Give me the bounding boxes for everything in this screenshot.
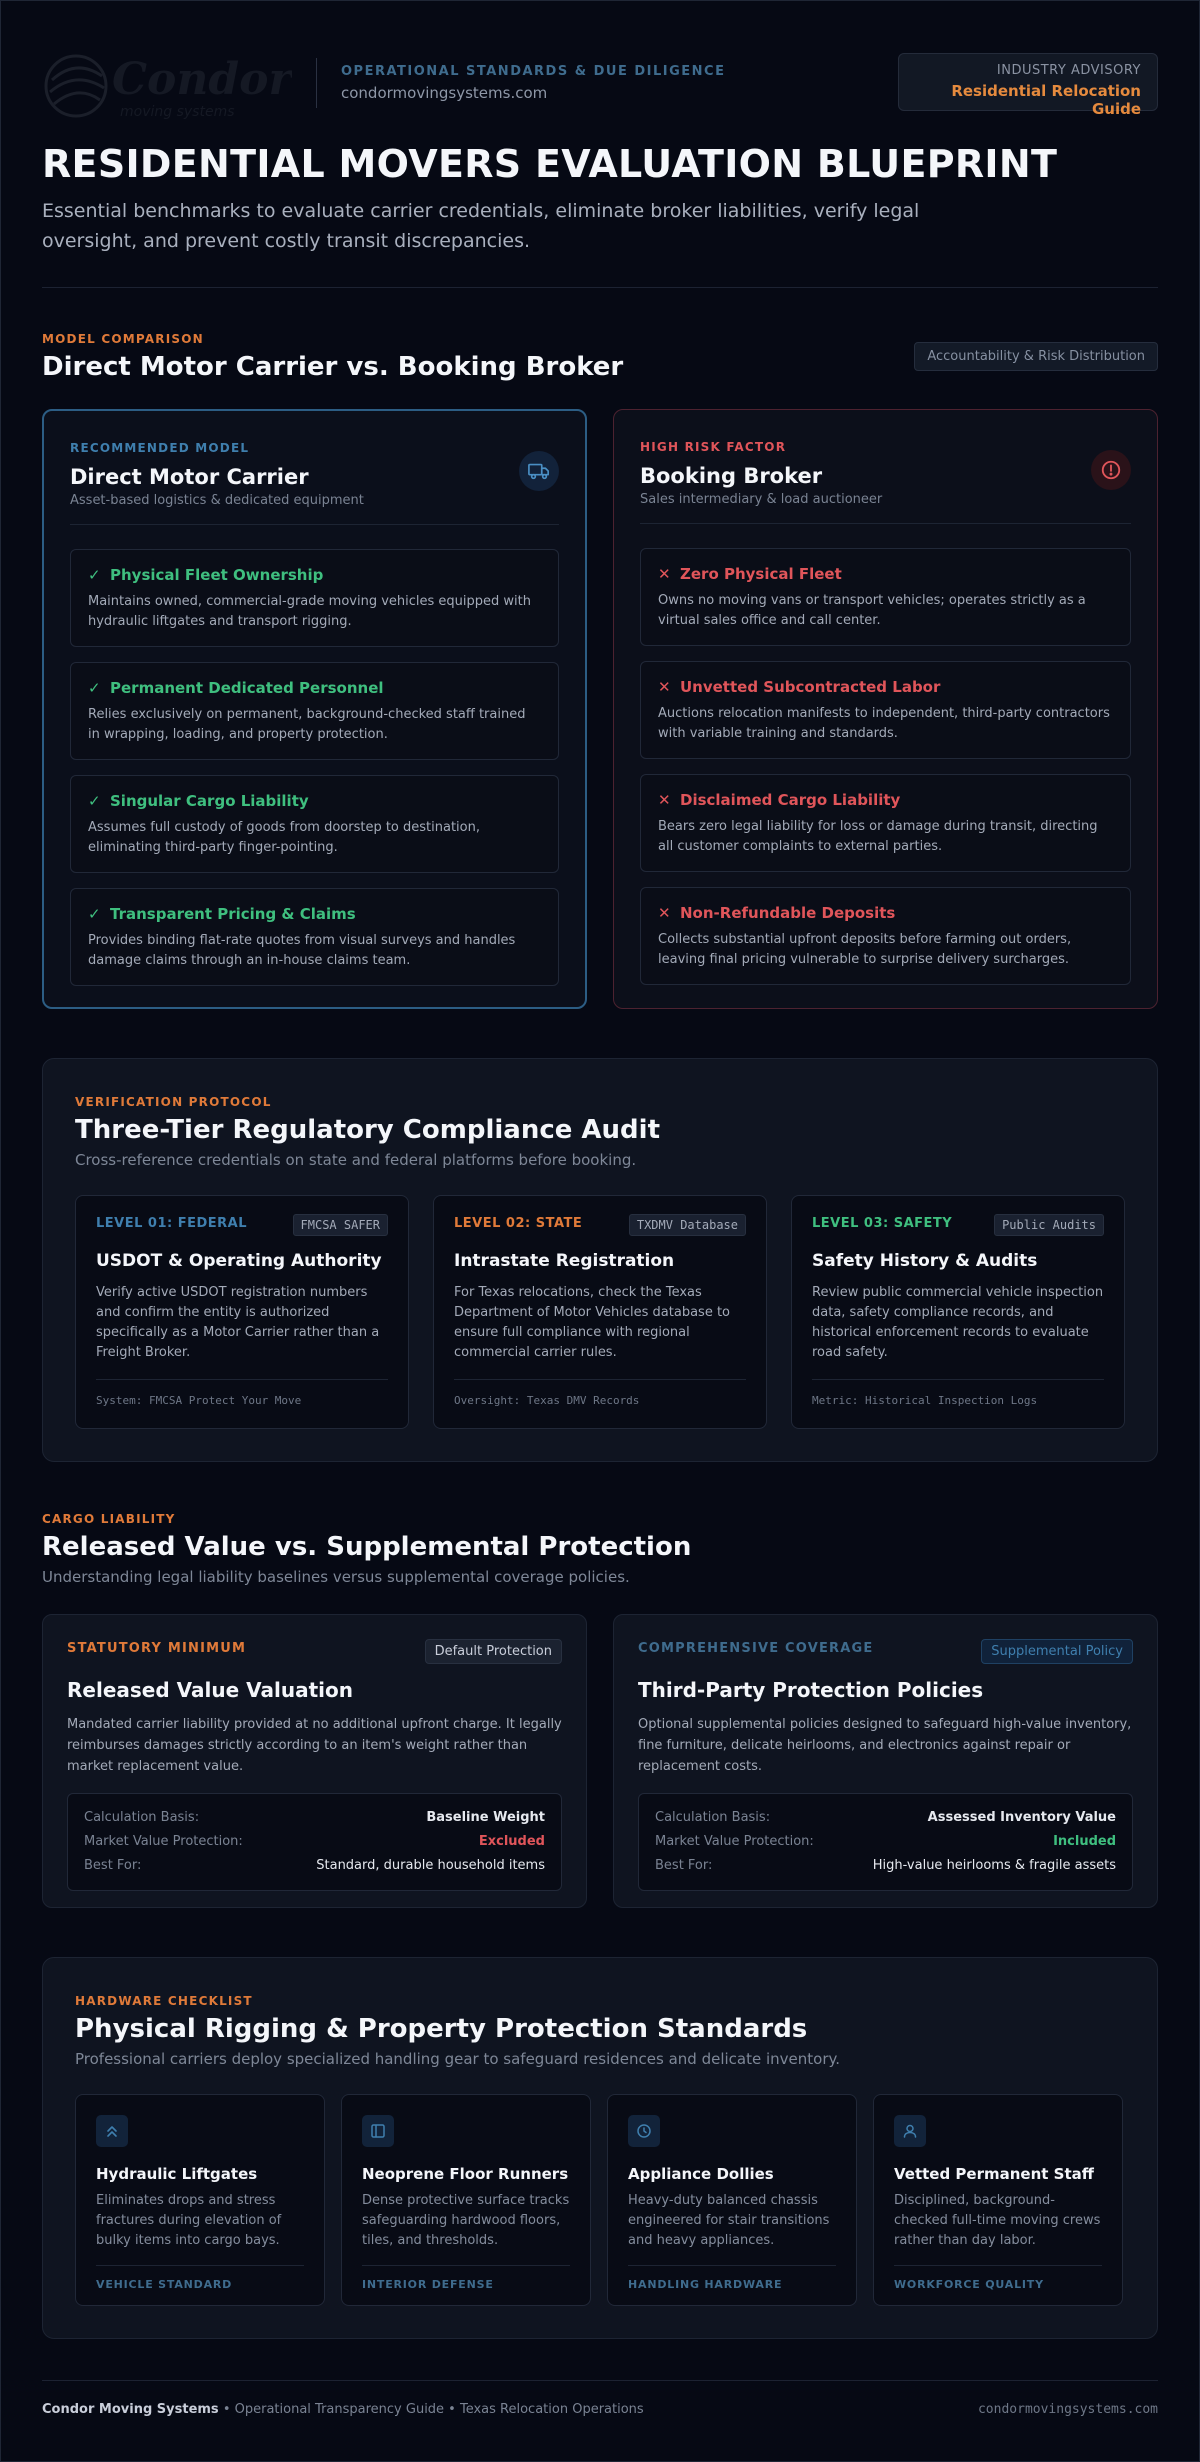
hardware-desc: Dense protective surface tracks safeguarding hardwood floors, tiles, and thresholds. [362,2193,570,2248]
carrier-item [70,775,559,873]
hardware-footer: INTERIOR DEFENSE [362,2278,494,2291]
broker-caption: Sales intermediary & load auctioneer [640,492,883,507]
page-lead: Essential benchmarks to evaluate carrier credentials, eliminate broker liabilities, verify legal oversight, and prevent costly transit discrepancies. [42,200,920,252]
hardware-card [341,2094,591,2306]
x-icon: ✕ [658,678,671,696]
hardware-card [607,2094,857,2306]
advisory-box [898,53,1158,118]
tier-title: Safety History & Audits [812,1251,1038,1271]
broker-item [640,774,1131,872]
footer-brand: Condor Moving Systems [42,2402,219,2417]
broker-title: Booking Broker [640,464,823,488]
hardware-title: Hydraulic Liftgates [96,2165,258,2183]
broker-item-desc: Auctions relocation manifests to independent, third-party contractors with variable training and standards. [658,706,1110,741]
broker-item-title: Disclaimed Cargo Liability [680,791,901,809]
broker-card [613,409,1158,1009]
tier-card-federal [75,1195,409,1429]
carrier-caption: Asset-based logistics & dedicated equipment [70,493,364,508]
hardware-separator [96,2265,304,2266]
released-badge: Default Protection [425,1639,562,1664]
carrier-item-title: Transparent Pricing & Claims [110,905,356,923]
row-key: Calculation Basis: [84,1810,200,1825]
floor-runner-icon [362,2115,394,2147]
footer-domain[interactable]: condormovingsystems.com [977,2402,1158,2417]
broker-item [640,887,1131,985]
released-value-card [42,1614,587,1908]
tier-level: LEVEL 01: FEDERAL [96,1216,248,1231]
row-key: Market Value Protection: [84,1834,243,1849]
comparison-header [42,332,1158,382]
hardware-card [75,2094,325,2306]
header [42,50,1158,120]
carrier-item [70,549,559,647]
table-row [655,1806,1116,1830]
tier-source: Public Audits [994,1214,1104,1236]
carrier-item-desc: Assumes full custody of goods from doorstep to destination, eliminating third-party finger-pointing. [88,820,480,855]
hardware-subtitle: Professional carriers deploy specialized handling gear to safeguard residences and delicate inventory. [75,2050,840,2068]
table-row [655,1830,1116,1854]
hardware-panel [42,1957,1158,2339]
carrier-item-desc: Maintains owned, commercial-grade moving vehicles equipped with hydraulic liftgates and transport rigging. [88,594,531,629]
carrier-item-desc: Provides binding flat-rate quotes from visual surveys and handles damage claims through an in-house claims team. [88,933,516,968]
tier-desc: Verify active USDOT registration numbers and confirm the entity is authorized specifically as a Motor Carrier rather than a Freight Broker. [96,1285,380,1360]
table-row [84,1830,545,1854]
supplemental-card [613,1614,1158,1908]
broker-separator [640,523,1131,524]
header-domain[interactable]: condormovingsystems.com [341,84,548,102]
advisory-label: INDUSTRY ADVISORY [996,63,1141,78]
hardware-footer: VEHICLE STANDARD [96,2278,233,2291]
carrier-item [70,662,559,760]
tier-card-safety [791,1195,1125,1429]
audit-subtitle: Cross-reference credentials on state and federal platforms before booking. [75,1151,637,1169]
row-value: Baseline Weight [426,1810,545,1825]
hardware-title: Vetted Permanent Staff [894,2165,1094,2183]
tier-separator [96,1379,388,1380]
comparison-chip: Accountability & Risk Distribution [914,342,1158,371]
header-divider [316,58,317,108]
row-value: High-value heirlooms & fragile assets [872,1858,1116,1873]
hardware-desc: Disciplined, background-checked full-time moving crews rather than day labor. [894,2193,1101,2248]
tier-level: LEVEL 02: STATE [454,1216,583,1231]
broker-tag: HIGH RISK FACTOR [640,440,787,454]
audit-header [75,1095,660,1169]
truck-icon [519,451,559,491]
liability-eyebrow: CARGO LIABILITY [42,1512,176,1526]
row-value: Assessed Inventory Value [927,1810,1116,1825]
audit-panel [42,1058,1158,1462]
hardware-card [873,2094,1123,2306]
carrier-card [42,409,587,1009]
hardware-separator [894,2265,1102,2266]
tier-desc: For Texas relocations, check the Texas Department of Motor Vehicles database to ensure full compliance with regional commercial carrier rules. [454,1285,731,1360]
liability-title: Released Value vs. Supplemental Protection [42,1532,692,1562]
released-table [67,1793,562,1891]
tier-title: Intrastate Registration [454,1251,675,1271]
released-title: Released Value Valuation [67,1678,353,1702]
footer-text: • Operational Transparency Guide • Texas Relocation Operations [222,2402,644,2417]
carrier-item-title: Singular Cargo Liability [110,792,309,810]
hardware-footer: WORKFORCE QUALITY [894,2278,1044,2291]
check-icon: ✓ [88,679,101,697]
hardware-title: Physical Rigging & Property Protection Standards [75,2014,808,2044]
row-value: Standard, durable household items [316,1858,545,1873]
footer-divider [42,2380,1158,2381]
supplemental-table [638,1793,1133,1891]
footer [42,2402,1158,2417]
alert-icon [1091,450,1131,490]
row-value: Included [1053,1834,1116,1849]
liability-header [42,1512,691,1586]
carrier-item-title: Physical Fleet Ownership [110,566,324,584]
hardware-header [75,1994,840,2068]
broker-item-title: Unvetted Subcontracted Labor [680,678,941,696]
hardware-eyebrow: HARDWARE CHECKLIST [75,1994,253,2008]
audit-title: Three-Tier Regulatory Compliance Audit [75,1115,661,1145]
tier-source: TXDMV Database [629,1214,746,1236]
hardware-desc: Eliminates drops and stress fractures during elevation of bulky items into cargo bays. [96,2193,282,2248]
supplemental-title: Third-Party Protection Policies [638,1678,984,1702]
tier-title: USDOT & Operating Authority [96,1251,382,1271]
page-title: RESIDENTIAL MOVERS EVALUATION BLUEPRINT [42,142,1058,186]
broker-item-desc: Bears zero legal liability for loss or damage during transit, directing all customer complaints to external parties. [658,819,1098,854]
carrier-item [70,888,559,986]
x-icon: ✕ [658,791,671,809]
supplemental-badge: Supplemental Policy [981,1639,1133,1664]
row-key: Market Value Protection: [655,1834,814,1849]
condor-logo[interactable] [42,50,292,122]
broker-item-desc: Owns no moving vans or transport vehicles; operates strictly as a virtual sales office and call center. [658,593,1086,628]
hardware-footer: HANDLING HARDWARE [628,2278,783,2291]
logo-wordmark: Condor [112,54,292,105]
table-row [84,1806,545,1830]
header-kicker: OPERATIONAL STANDARDS & DUE DILIGENCE [341,64,726,79]
row-key: Best For: [84,1858,142,1873]
tier-footer: Metric: Historical Inspection Logs [812,1394,1038,1407]
carrier-tag: RECOMMENDED MODEL [70,441,250,455]
tier-separator [454,1379,746,1380]
dolly-icon [628,2115,660,2147]
comparison-eyebrow: MODEL COMPARISON [42,332,204,346]
hardware-title: Appliance Dollies [628,2165,774,2183]
liability-subtitle: Understanding legal liability baselines versus supplemental coverage policies. [42,1568,630,1586]
carrier-item-desc: Relies exclusively on permanent, background-checked staff trained in wrapping, loading, and property protection. [88,707,526,742]
hardware-separator [362,2265,570,2266]
staff-icon [894,2115,926,2147]
row-key: Best For: [655,1858,713,1873]
broker-item [640,661,1131,759]
table-row [655,1854,1116,1878]
released-desc: Mandated carrier liability provided at no additional upfront charge. It legally reimburses damages strictly according to an item's weight rather than market replacement value. [67,1717,562,1774]
tier-card-state [433,1195,767,1429]
supplemental-desc: Optional supplemental policies designed to safeguard high-value inventory, fine furniture, delicate heirlooms, and electronics against repair or replacement costs. [638,1717,1132,1774]
liftgate-icon [96,2115,128,2147]
broker-item-title: Non-Refundable Deposits [680,904,896,922]
x-icon: ✕ [658,904,671,922]
carrier-separator [70,524,559,525]
hardware-title: Neoprene Floor Runners [362,2165,569,2183]
broker-item-desc: Collects substantial upfront deposits before farming out orders, leaving final pricing vulnerable to surprise delivery surcharges. [658,932,1072,967]
tier-level: LEVEL 03: SAFETY [812,1216,953,1231]
divider [42,287,1158,288]
check-icon: ✓ [88,792,101,810]
check-icon: ✓ [88,566,101,584]
table-row [84,1854,545,1878]
advisory-title: Residential Relocation Guide [951,82,1141,118]
broker-item [640,548,1131,646]
tier-footer: Oversight: Texas DMV Records [454,1394,640,1407]
comparison-title: Direct Motor Carrier vs. Booking Broker [42,352,624,382]
carrier-item-title: Permanent Dedicated Personnel [110,679,384,697]
hardware-separator [628,2265,836,2266]
audit-eyebrow: VERIFICATION PROTOCOL [75,1095,272,1109]
tier-source: FMCSA SAFER [293,1214,388,1236]
row-key: Calculation Basis: [655,1810,771,1825]
broker-item-title: Zero Physical Fleet [680,565,842,583]
x-icon: ✕ [658,565,671,583]
check-icon: ✓ [88,905,101,923]
carrier-title: Direct Motor Carrier [70,465,309,489]
logo-subtext: moving systems [120,104,235,120]
supplemental-tag: COMPREHENSIVE COVERAGE [638,1641,874,1656]
released-tag: STATUTORY MINIMUM [67,1641,247,1656]
tier-separator [812,1379,1104,1380]
tier-footer: System: FMCSA Protect Your Move [96,1394,302,1407]
row-value: Excluded [478,1834,545,1849]
tier-desc: Review public commercial vehicle inspection data, safety compliance records, and historical enforcement records to evaluate road safety. [812,1285,1104,1360]
hardware-desc: Heavy-duty balanced chassis engineered for stair transitions and heavy appliances. [628,2193,830,2248]
